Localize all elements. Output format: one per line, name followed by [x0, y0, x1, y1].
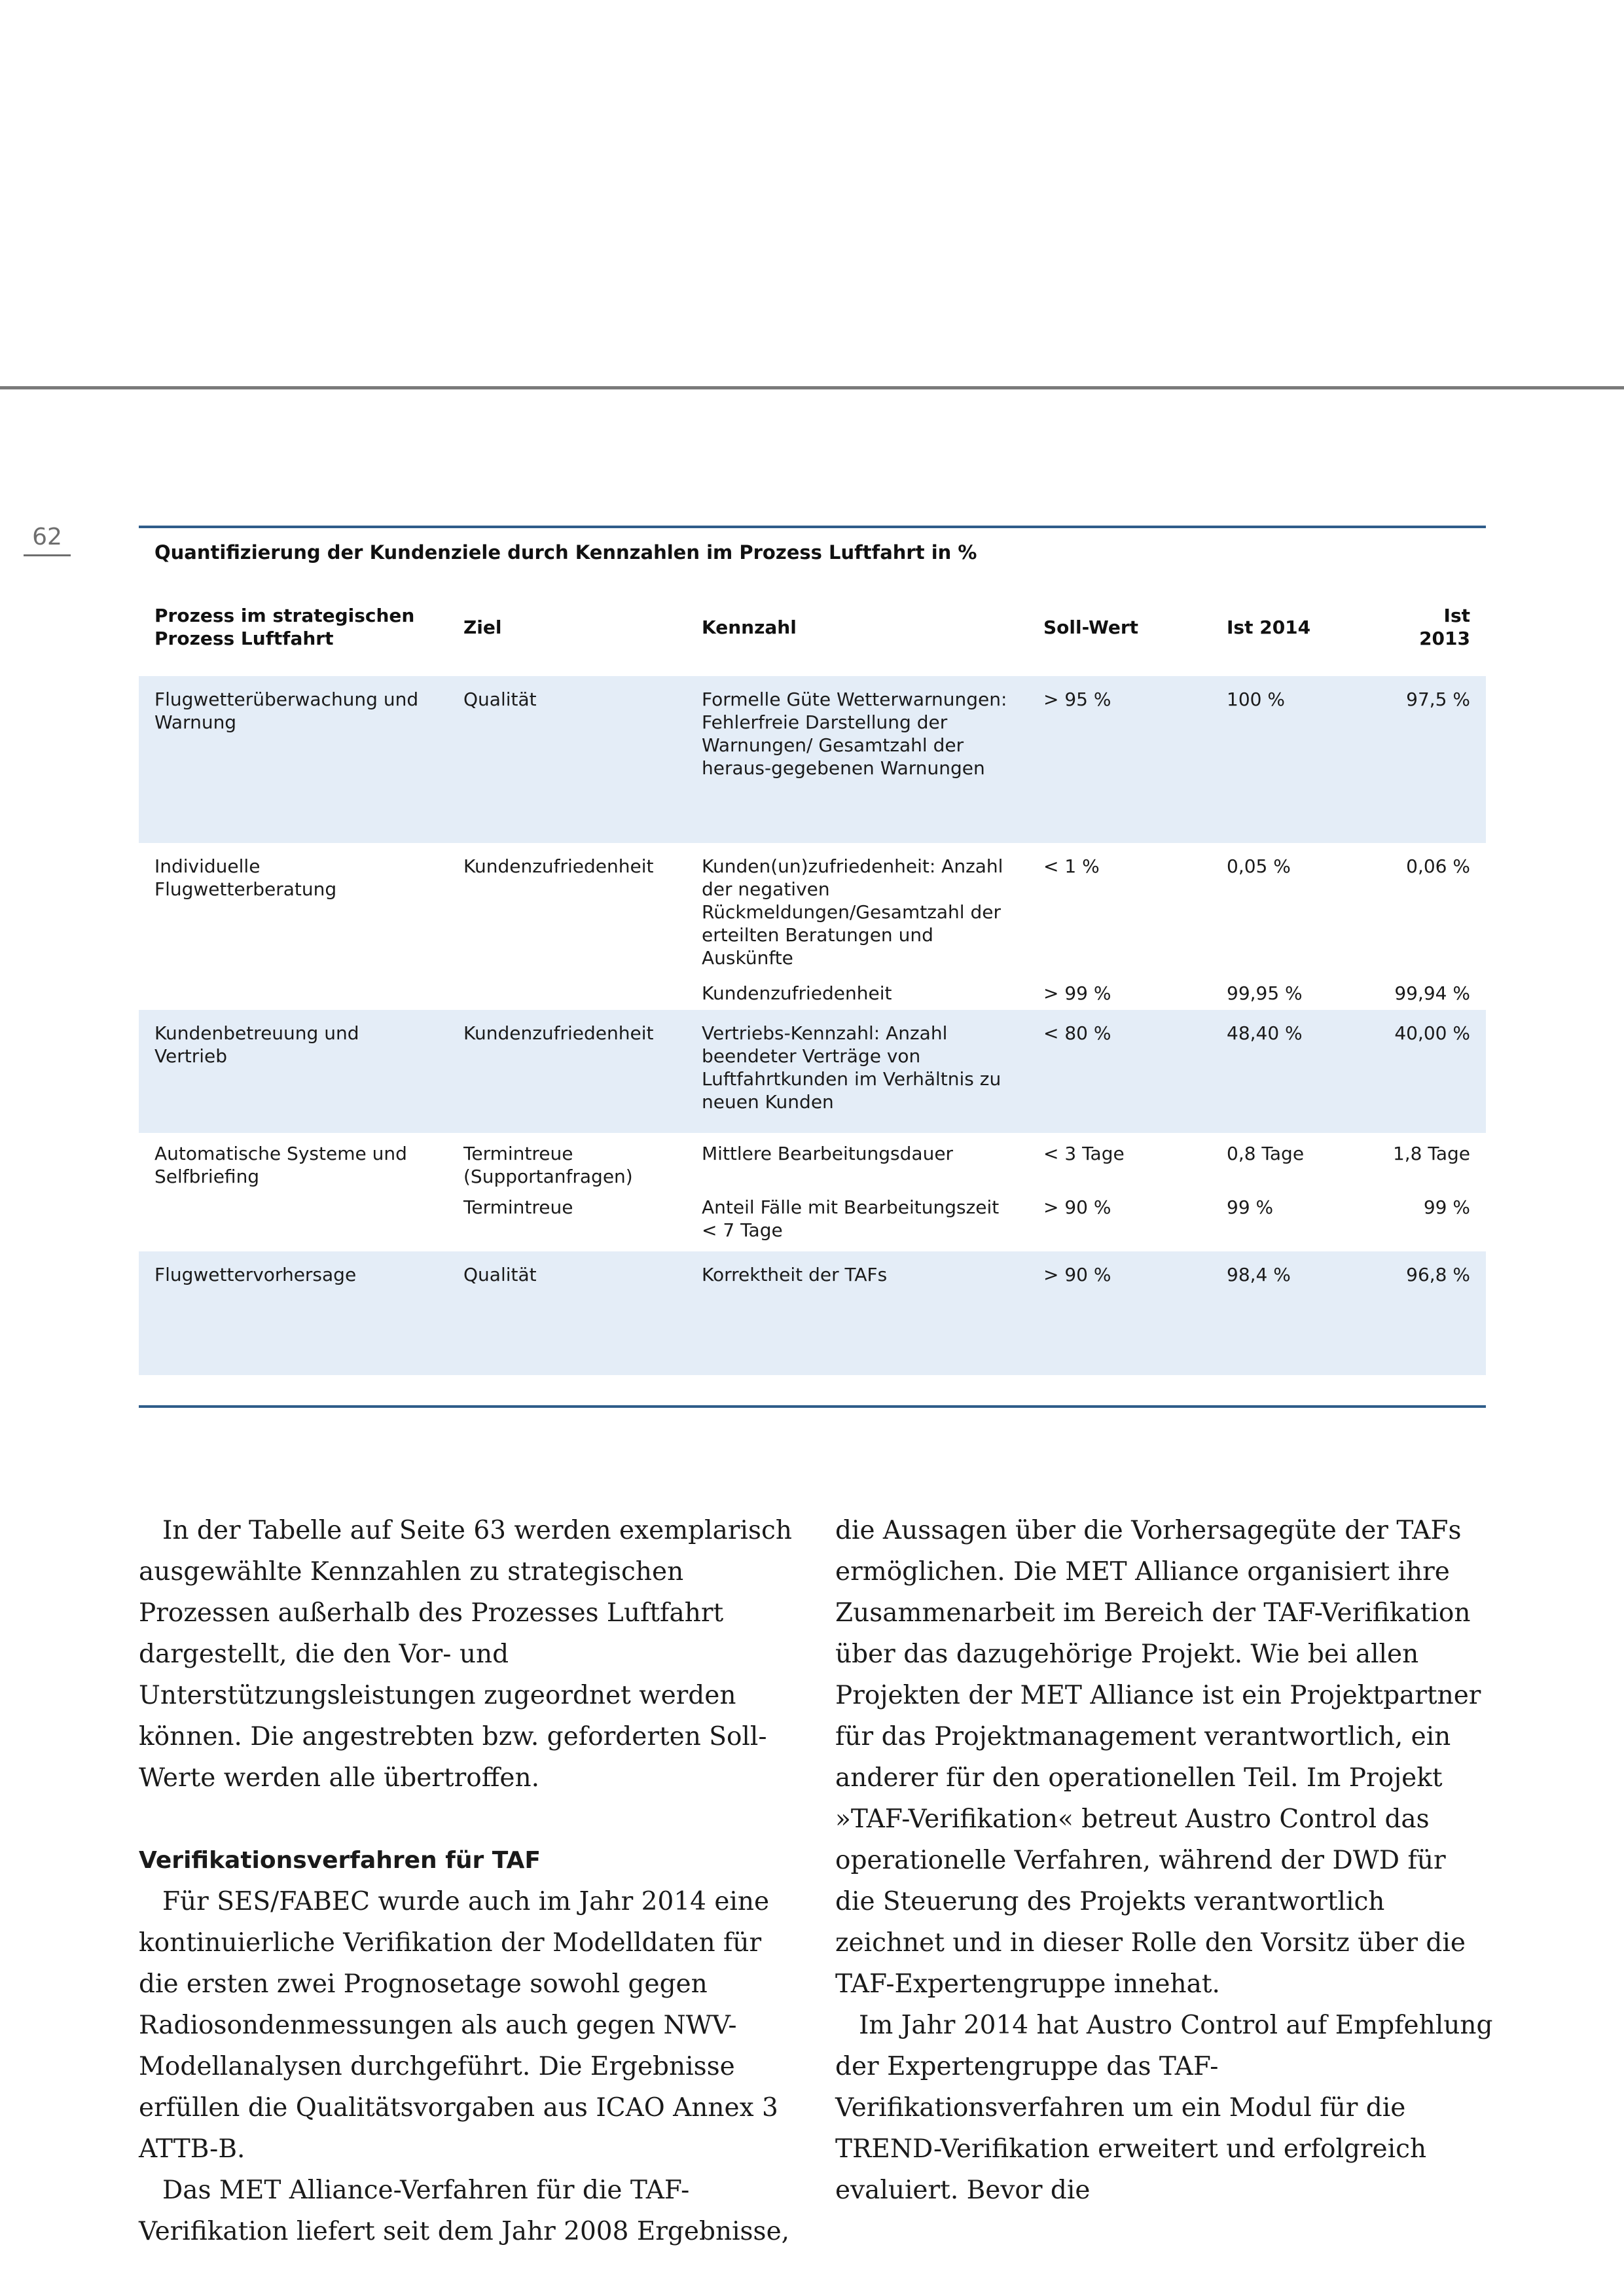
- body-column-right: [835, 1510, 1493, 2211]
- header-prozess: Prozess im strategischen Prozess Luftfahrt: [154, 605, 415, 649]
- cell-soll-wert: > 95 %: [1028, 676, 1211, 843]
- paragraph: Im Jahr 2014 hat Austro Control auf Empfehlung der Expertengruppe das TAF-Verifikationsverfahren um ein Modul für die TREND-Verifikation erweitert und erfolgreich evaluiert. Bevor die: [835, 2011, 1493, 2205]
- cell-soll-wert: < 3 Tage: [1043, 1143, 1125, 1164]
- cell-ist-2014: 98,4 %: [1211, 1251, 1375, 1375]
- cell-ist-2013: 40,00 %: [1375, 1010, 1486, 1133]
- cell-ziel: Termintreue: [463, 1196, 573, 1218]
- table-row: [139, 1193, 1486, 1251]
- header-soll-wert: Soll-Wert: [1043, 616, 1139, 638]
- cell-ist-2013: 96,8 %: [1375, 1251, 1486, 1375]
- cell-kennzahl: Mittlere Bearbeitungsdauer: [702, 1143, 954, 1164]
- cell-ist-2014: 99 %: [1227, 1196, 1274, 1218]
- cell-soll-wert: < 80 %: [1028, 1010, 1211, 1133]
- cell-soll-wert: > 90 %: [1028, 1251, 1211, 1375]
- section-heading: Verifikationsverfahren für TAF: [139, 1847, 541, 1874]
- table-row: [139, 676, 1486, 843]
- table-row: [139, 1010, 1486, 1133]
- cell-ist-2013: 0,06 %: [1406, 855, 1470, 877]
- cell-ist-2014: 99,95 %: [1227, 982, 1303, 1004]
- header-ist-2013: Ist 2013: [1419, 605, 1470, 649]
- cell-ziel: Qualität: [448, 1251, 686, 1375]
- header-kennzahl: Kennzahl: [702, 616, 797, 638]
- table-row: [139, 843, 1486, 973]
- page-number: 62: [24, 524, 71, 556]
- cell-ziel: Termintreue (Supportanfragen): [463, 1143, 633, 1187]
- cell-kennzahl: Kunden(un)zufriedenheit: Anzahl der negativen Rückmeldungen/Gesamtzahl der erteilten Beratungen und Auskünfte: [702, 855, 1003, 969]
- cell-soll-wert: > 90 %: [1043, 1196, 1111, 1218]
- top-rule: [0, 386, 1624, 389]
- cell-prozess: [139, 973, 448, 1010]
- table-row: [139, 1251, 1486, 1375]
- cell-prozess: Kundenbetreuung und Vertrieb: [139, 1010, 448, 1133]
- cell-prozess: [139, 1193, 448, 1251]
- cell-prozess: Flugwettervorhersage: [139, 1251, 448, 1375]
- cell-ist-2013: 99 %: [1423, 1196, 1470, 1218]
- paragraph: In der Tabelle auf Seite 63 werden exemplarisch ausgewählte Kennzahlen zu strategischen Prozessen außerhalb des Prozesses Luftfahrt dargestellt, die den Vor- und Unterstützungsleistungen zugeordnet werden können. Die angestrebten bzw. geforderten Soll-Werte werden alle übertroffen.: [139, 1516, 792, 1793]
- kpi-table-section: [139, 526, 1486, 1408]
- header-ziel: Ziel: [463, 616, 502, 638]
- cell-kennzahl: Vertriebs-Kennzahl: Anzahl beendeter Verträge von Luftfahrtkunden im Verhältnis zu neuen Kunden: [686, 1010, 1028, 1133]
- cell-soll-wert: > 99 %: [1043, 982, 1111, 1004]
- cell-ist-2014: 100 %: [1211, 676, 1375, 843]
- paragraph: Das MET Alliance-Verfahren für die TAF-Verifikation liefert seit dem Jahr 2008 Ergebnisse,: [139, 2176, 790, 2246]
- cell-kennzahl: Kundenzufriedenheit: [702, 982, 892, 1004]
- header-ist-2014: Ist 2014: [1227, 616, 1311, 638]
- paragraph: Für SES/FABEC wurde auch im Jahr 2014 eine kontinuierliche Verifikation der Modelldaten für die ersten zwei Prognosetage sowohl gegen Radiosondenmessungen als auch gegen NWV-Modellanalysen durchgeführt. Die Ergebnisse erfüllen die Qualitätsvorgaben aus ICAO Annex 3 ATTB-B.: [139, 1887, 778, 2164]
- cell-ist-2013: 1,8 Tage: [1392, 1143, 1470, 1164]
- cell-ziel: Qualität: [448, 676, 686, 843]
- cell-ziel: Kundenzufriedenheit: [463, 855, 654, 877]
- cell-kennzahl: Anteil Fälle mit Bearbeitungszeit < 7 Tage: [702, 1196, 1000, 1241]
- cell-ist-2014: 48,40 %: [1211, 1010, 1375, 1133]
- body-column-left: [139, 1510, 797, 2252]
- cell-ist-2014: 0,8 Tage: [1227, 1143, 1305, 1164]
- cell-ziel: [448, 973, 686, 1010]
- cell-ist-2014: 0,05 %: [1227, 855, 1291, 877]
- cell-kennzahl: Korrektheit der TAFs: [686, 1251, 1028, 1375]
- cell-prozess: Flugwetterüberwachung und Warnung: [139, 676, 448, 843]
- table-title: Quantifizierung der Kundenziele durch Kennzahlen im Prozess Luftfahrt in %: [154, 541, 977, 564]
- table-row: [139, 1133, 1486, 1193]
- cell-ist-2013: 99,94 %: [1394, 982, 1470, 1004]
- cell-ziel: Kundenzufriedenheit: [448, 1010, 686, 1133]
- table-header-row: [139, 578, 1486, 676]
- paragraph: die Aussagen über die Vorhersagegüte der TAFs ermöglichen. Die MET Alliance organisiert ihre Zusammenarbeit im Bereich der TAF-Verifikation über das dazugehörige Projekt. Wie bei allen Projekten der MET Alliance ist ein Projektpartner für das Projektmanagement verantwortlich, ein anderer für den operationellen Teil. Im Projekt »TAF-Verifikation« betreut Austro Control das operationelle Verfahren, während der DWD für die Steuerung des Projekts verantwortlich zeichnet und in dieser Rolle den Vorsitz über die TAF-Expertengruppe innehat.: [835, 1516, 1481, 1999]
- cell-ist-2013: 97,5 %: [1375, 676, 1486, 843]
- cell-prozess: Automatische Systeme und Selfbriefing: [154, 1143, 407, 1187]
- table-row: [139, 973, 1486, 1010]
- cell-soll-wert: < 1 %: [1043, 855, 1100, 877]
- cell-prozess: Individuelle Flugwetterberatung: [154, 855, 337, 900]
- cell-kennzahl: Formelle Güte Wetterwarnungen: Fehlerfreie Darstellung der Warnungen/ Gesamtzahl der heraus-gegebenen Warnungen: [686, 676, 1028, 843]
- kpi-table: [139, 578, 1486, 1375]
- table-bottom-rule: [139, 1405, 1486, 1408]
